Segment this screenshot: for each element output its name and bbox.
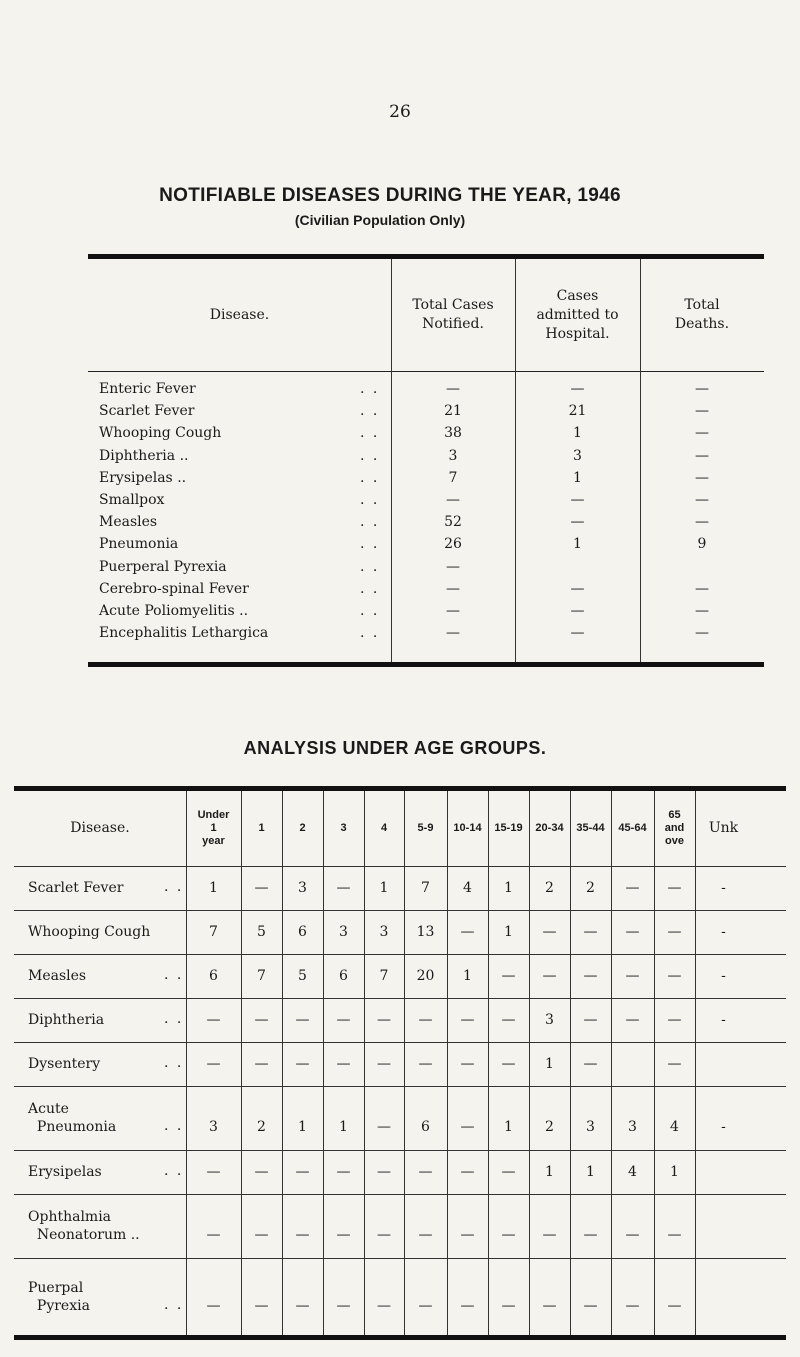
table-cell: — <box>583 1012 598 1028</box>
cell-hospital: — <box>570 492 585 508</box>
cell-notified: 3 <box>448 447 458 464</box>
table-cell: — <box>667 880 682 896</box>
header-age-group: 20-34 <box>535 822 564 834</box>
table-cell: — <box>625 1012 640 1028</box>
cell-notified: — <box>446 558 460 575</box>
row-divider <box>14 998 786 999</box>
table-cell: - <box>721 1119 726 1135</box>
cell-hospital: 1 <box>573 536 582 553</box>
header-admitted-hospital: Cases admitted to Hospital. <box>536 287 619 342</box>
leader-dots: . . <box>164 1011 184 1027</box>
leader-dots: . . <box>360 403 380 420</box>
cell-notified: 26 <box>444 536 462 553</box>
row-divider <box>14 1194 786 1195</box>
table-cell: — <box>460 1227 475 1243</box>
table-row <box>88 425 764 443</box>
table-row <box>88 559 764 577</box>
cell-notified: — <box>446 381 460 397</box>
table-cell: — <box>667 1297 682 1314</box>
table-cell: — <box>254 1297 269 1314</box>
header-age-group: 5-9 <box>417 822 434 834</box>
table-cell: 3 <box>298 880 307 896</box>
header-age-group: 45-64 <box>618 822 647 834</box>
cell-deaths: — <box>695 425 709 442</box>
header-age-group: 4 <box>380 822 388 834</box>
table-cell: — <box>542 1297 557 1314</box>
cell-deaths: — <box>695 580 709 597</box>
table-cell: 3 <box>628 1119 637 1135</box>
table-cell: - <box>721 968 726 984</box>
table-cell: — <box>254 1012 269 1028</box>
table-cell: 3 <box>586 1119 595 1135</box>
cell-deaths: — <box>695 447 709 464</box>
notifiable-table-header <box>88 259 764 372</box>
header-total-notified: Total Cases Notified. <box>412 297 494 332</box>
table-cell: — <box>295 1012 310 1028</box>
table-cell: — <box>206 1164 221 1180</box>
disease-name: Measles <box>28 968 87 984</box>
header-age-group: 15-19 <box>494 822 523 834</box>
table-cell: 2 <box>586 880 595 896</box>
table-cell: — <box>336 1297 351 1314</box>
cell-hospital: — <box>570 381 585 397</box>
row-divider <box>14 1150 786 1151</box>
table-cell: — <box>625 1297 640 1314</box>
table-cell: 1 <box>545 1164 554 1180</box>
table-cell: — <box>501 1056 516 1072</box>
leader-dots: . . <box>164 1163 184 1179</box>
cell-deaths: — <box>695 381 709 397</box>
leader-dots: . . <box>164 1118 184 1134</box>
table-cell: — <box>667 1227 682 1243</box>
header-age-group: 65 and ove <box>664 809 685 847</box>
header-age-group: Under 1 year <box>197 809 230 847</box>
disease-name: Puerpal Pyrexia <box>28 1279 90 1314</box>
table-cell: - <box>721 1012 726 1028</box>
table-cell: 6 <box>298 924 307 940</box>
disease-name: Scarlet Fever <box>99 403 195 420</box>
disease-name: Pneumonia <box>99 536 179 553</box>
page-subtitle: (Civilian Population Only) <box>294 212 466 228</box>
table-cell: — <box>418 1164 433 1180</box>
table-cell: — <box>336 1227 351 1243</box>
table-cell: — <box>625 1227 640 1243</box>
table-row <box>88 536 764 554</box>
table-cell: - <box>721 924 726 940</box>
table-cell: 3 <box>379 924 389 940</box>
table-cell: — <box>295 1297 310 1314</box>
table-cell: — <box>501 1164 516 1180</box>
cell-deaths: — <box>695 625 709 642</box>
disease-name: Erysipelas .. <box>99 469 187 486</box>
table-cell: 4 <box>670 1119 679 1135</box>
table-cell: 4 <box>463 880 472 896</box>
table-cell: 1 <box>298 1119 307 1135</box>
cell-notified: — <box>446 492 460 508</box>
cell-hospital: — <box>570 514 585 531</box>
cell-deaths: — <box>695 403 709 420</box>
header-age-group: 35-44 <box>576 822 605 834</box>
row-divider <box>14 954 786 955</box>
table-cell: — <box>295 1056 310 1072</box>
disease-name: Dysentery <box>28 1056 101 1072</box>
table-cell: — <box>625 924 640 940</box>
table-cell: — <box>377 1227 391 1243</box>
table-cell: — <box>377 1297 391 1314</box>
table-cell: — <box>542 924 557 940</box>
table-cell: — <box>336 1164 351 1180</box>
table-cell: — <box>667 1056 682 1072</box>
table-cell: — <box>583 1297 598 1314</box>
table-row <box>88 492 764 510</box>
table-cell: — <box>501 1012 516 1028</box>
table-row <box>88 470 764 488</box>
cell-hospital: 1 <box>573 425 582 442</box>
table-row <box>88 581 764 599</box>
column-divider <box>611 791 612 1335</box>
table-cell: 1 <box>504 880 513 896</box>
cell-hospital: 3 <box>573 447 582 464</box>
table-row <box>88 403 764 421</box>
table-cell: — <box>625 968 640 984</box>
table-cell: 3 <box>209 1119 218 1135</box>
table-cell: 1 <box>504 1119 513 1135</box>
table-cell: — <box>460 1012 475 1028</box>
table-cell: — <box>254 1227 269 1243</box>
header-age-group: 10-14 <box>453 822 482 834</box>
table-cell: — <box>377 1012 391 1028</box>
table-row <box>88 603 764 621</box>
cell-deaths: — <box>695 514 709 531</box>
table-cell: — <box>501 1297 516 1314</box>
cell-notified: 52 <box>444 514 462 531</box>
table-cell: 6 <box>421 1119 430 1135</box>
row-divider <box>14 1258 786 1259</box>
table-cell: — <box>460 1119 475 1135</box>
table-cell: 1 <box>209 880 218 896</box>
table-cell: 1 <box>545 1056 554 1072</box>
disease-name: Puerperal Pyrexia <box>99 558 227 575</box>
cell-deaths: 9 <box>697 536 707 553</box>
table-cell: 1 <box>670 1164 679 1180</box>
header-age-group: 3 <box>340 822 347 834</box>
table-cell: 1 <box>463 968 472 984</box>
table-cell: — <box>295 1164 310 1180</box>
cell-notified: — <box>446 625 460 642</box>
leader-dots: . . <box>360 625 380 642</box>
table-cell: — <box>667 1012 682 1028</box>
table-cell: 1 <box>379 880 389 896</box>
header-disease: Disease. <box>70 820 130 836</box>
table-cell: — <box>206 1297 221 1314</box>
table-cell: — <box>377 1056 391 1072</box>
table-cell: — <box>336 1056 351 1072</box>
leader-dots: . . <box>360 514 380 531</box>
leader-dots: . . <box>360 492 380 508</box>
table-cell: 5 <box>257 924 266 940</box>
cell-notified: 38 <box>444 425 462 442</box>
leader-dots: . . <box>164 967 184 983</box>
disease-name: Ophthalmia Neonatorum .. <box>28 1209 140 1243</box>
table-cell: — <box>583 968 598 984</box>
disease-name: Diphtheria <box>28 1012 105 1028</box>
header-age-group: Unk <box>708 820 739 836</box>
table-cell: — <box>254 1164 269 1180</box>
disease-name: Measles <box>99 514 158 531</box>
table-cell: — <box>295 1227 310 1243</box>
table-cell: — <box>667 968 682 984</box>
table-cell: 6 <box>339 968 348 984</box>
table-cell: 4 <box>628 1164 637 1180</box>
table-cell: — <box>336 880 351 896</box>
leader-dots: . . <box>360 469 380 486</box>
table-cell: 20 <box>416 968 435 984</box>
page-title: NOTIFIABLE DISEASES DURING THE YEAR, 1946 <box>159 185 621 206</box>
age-groups-table <box>14 786 786 1340</box>
disease-name: Whooping Cough <box>99 425 222 442</box>
notifiable-diseases-table <box>88 254 764 667</box>
page-number: 26 <box>389 102 411 122</box>
cell-hospital: — <box>570 580 585 597</box>
table-cell: — <box>667 924 682 940</box>
table-cell: — <box>377 1164 391 1180</box>
cell-notified: 7 <box>448 469 458 486</box>
leader-dots: . . <box>360 558 380 575</box>
disease-name: Enteric Fever <box>99 381 196 397</box>
header-total-deaths: Total Deaths. <box>674 297 730 332</box>
cell-deaths: — <box>695 469 709 486</box>
table-cell: 13 <box>416 924 435 940</box>
table-cell: — <box>418 1012 433 1028</box>
cell-deaths: — <box>695 492 709 508</box>
leader-dots: . . <box>360 425 380 442</box>
cell-hospital: — <box>570 625 585 642</box>
table-cell: — <box>501 1227 516 1243</box>
disease-name: Cerebro-spinal Fever <box>99 580 249 597</box>
cell-notified: 21 <box>444 403 462 420</box>
table-cell: — <box>418 1297 433 1314</box>
table-cell: 1 <box>586 1164 595 1180</box>
row-divider <box>14 910 786 911</box>
table-cell: 7 <box>209 924 218 940</box>
table-cell: — <box>542 1227 557 1243</box>
leader-dots: . . <box>164 1296 184 1313</box>
table-cell: — <box>542 968 557 984</box>
row-divider <box>14 866 786 867</box>
table-cell: — <box>501 968 516 984</box>
table-cell: — <box>377 1119 391 1135</box>
cell-deaths: — <box>695 603 709 619</box>
table-cell: 6 <box>209 968 218 984</box>
table-cell: — <box>418 1056 433 1072</box>
table-cell: 2 <box>545 880 554 896</box>
table-cell: — <box>336 1012 351 1028</box>
analysis-title: ANALYSIS UNDER AGE GROUPS. <box>243 738 547 758</box>
table-cell: - <box>721 880 726 896</box>
table-cell: — <box>254 880 269 896</box>
cell-notified: — <box>446 603 460 619</box>
header-age-group: 2 <box>299 822 306 834</box>
table-row <box>88 381 764 399</box>
leader-dots: . . <box>360 447 380 464</box>
table-cell: — <box>206 1227 221 1243</box>
table-row <box>88 625 764 643</box>
cell-hospital: — <box>570 603 585 619</box>
leader-dots: . . <box>164 1055 184 1071</box>
cell-hospital: 21 <box>568 403 587 420</box>
table-cell: — <box>254 1056 269 1072</box>
row-divider <box>14 1086 786 1087</box>
row-divider <box>14 1042 786 1043</box>
table-cell: — <box>460 1056 475 1072</box>
header-age-group: 1 <box>258 822 265 834</box>
disease-name: Scarlet Fever <box>28 880 124 896</box>
disease-name: Encephalitis Lethargica <box>99 625 269 642</box>
leader-dots: . . <box>164 879 184 895</box>
disease-name: Diphtheria .. <box>99 447 189 464</box>
table-cell: — <box>206 1012 221 1028</box>
table-cell: 7 <box>257 968 266 984</box>
leader-dots: . . <box>360 536 380 553</box>
table-cell: — <box>418 1227 433 1243</box>
table-cell: — <box>625 880 640 896</box>
column-divider <box>695 791 696 1335</box>
disease-name: Whooping Cough <box>28 924 151 940</box>
table-cell: 7 <box>421 880 430 896</box>
table-cell: — <box>460 924 475 940</box>
disease-name: Smallpox <box>99 492 165 508</box>
leader-dots: . . <box>360 580 380 597</box>
table-cell: 3 <box>545 1012 554 1028</box>
table-row <box>88 448 764 466</box>
table-cell: 1 <box>339 1119 348 1135</box>
table-cell: — <box>206 1056 221 1072</box>
cell-hospital: 1 <box>573 469 582 486</box>
table-cell: — <box>583 1227 598 1243</box>
table-cell: — <box>460 1297 475 1314</box>
table-cell: 2 <box>545 1119 554 1135</box>
disease-name: Acute Pneumonia <box>28 1101 117 1135</box>
table-cell: 5 <box>298 968 307 984</box>
header-disease: Disease. <box>209 306 270 323</box>
cell-notified: — <box>446 580 460 597</box>
disease-name: Acute Poliomyelitis .. <box>99 603 249 619</box>
table-cell: — <box>460 1164 475 1180</box>
leader-dots: . . <box>360 381 380 397</box>
leader-dots: . . <box>360 603 380 619</box>
table-cell: 1 <box>504 924 513 940</box>
table-cell: 3 <box>339 924 348 940</box>
table-cell: — <box>583 924 598 940</box>
disease-name: Erysipelas <box>28 1164 102 1180</box>
table-cell: — <box>583 1056 598 1072</box>
table-cell: 2 <box>257 1119 266 1135</box>
table-row <box>88 514 764 532</box>
table-cell: 7 <box>379 968 389 984</box>
